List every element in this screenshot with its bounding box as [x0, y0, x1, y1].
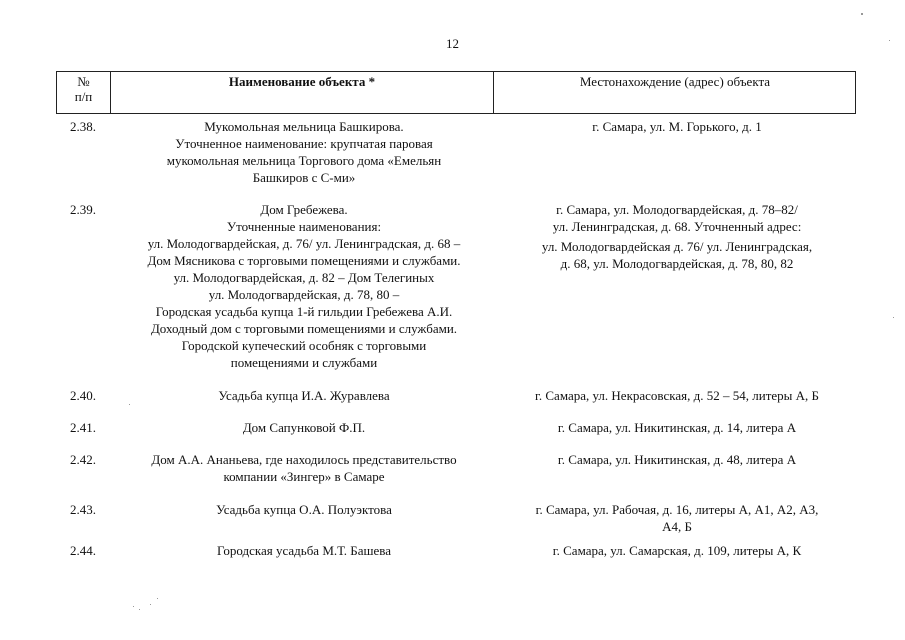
object-name-line: Дом Гребежева.: [260, 202, 348, 217]
object-name-line: Городской купеческий особняк с торговыми: [181, 338, 427, 353]
object-address-line: г. Самара, ул. М. Горького, д. 1: [592, 119, 762, 134]
object-name: [110, 387, 498, 404]
object-address-line: г. Самара, ул. Молодогвардейская, д. 78–82/: [556, 202, 798, 217]
row-number: 2.39.: [70, 202, 96, 217]
row-number: 2.41.: [70, 420, 96, 435]
object-name: [110, 451, 498, 485]
row-number: 2.43.: [70, 502, 96, 517]
scan-speck: [861, 13, 863, 15]
object-name-line: Дом Мясникова с торговыми помещениями и службами.: [147, 253, 461, 268]
object-name-line: Мукомольная мельница Башкирова.: [204, 119, 404, 134]
object-name: [110, 201, 498, 371]
header-number-symbol: №: [77, 74, 90, 89]
row-number: 2.38.: [70, 119, 96, 134]
object-address-line: А4, Б: [662, 519, 692, 534]
object-name-line: ул. Молодогвардейская, д. 76/ ул. Ленинградская, д. 68 –: [147, 236, 461, 251]
scan-speck: [133, 606, 134, 607]
object-address: [498, 542, 856, 559]
object-name-line: компании «Зингер» в Самаре: [223, 469, 385, 484]
object-address-line: г. Самара, ул. Самарская, д. 109, литеры А, К: [552, 543, 802, 558]
header-name-cell: Наименование объекта *: [228, 74, 376, 89]
object-address: [498, 201, 856, 272]
scan-speck: [139, 609, 140, 610]
object-name: [110, 501, 498, 518]
object-name-line: Башкиров с С-ми»: [252, 170, 356, 185]
object-name-line: Уточненные наименования:: [226, 219, 382, 234]
object-name-line: Дом А.А. Ананьева, где находилось представительство: [151, 452, 457, 467]
row-number: 2.40.: [70, 388, 96, 403]
table-header: [56, 71, 856, 114]
object-name-line: Усадьба купца И.А. Журавлева: [218, 388, 390, 403]
object-address-line: г. Самара, ул. Никитинская, д. 48, литера А: [557, 452, 797, 467]
row-number: 2.42.: [70, 452, 96, 467]
object-address: [498, 419, 856, 436]
object-address-line: ул. Ленинградская, д. 68. Уточненный адрес:: [552, 219, 802, 234]
object-name: [110, 419, 498, 436]
object-name-line: Дом Сапунковой Ф.П.: [242, 420, 366, 435]
object-name-line: Городская усадьба купца 1-й гильдии Гребежева А.И.: [155, 304, 453, 319]
object-name-line: помещениями и службами: [230, 355, 378, 370]
page-number: 12: [446, 36, 459, 51]
object-address: [498, 451, 856, 468]
object-name: [110, 118, 498, 186]
object-address: [498, 118, 856, 135]
scan-speck: [893, 317, 894, 318]
header-number-label: п/п: [74, 89, 93, 104]
object-address-line: ул. Молодогвардейская д. 76/ ул. Ленинградская,: [541, 239, 813, 254]
object-name-line: Усадьба купца О.А. Полуэктова: [216, 502, 392, 517]
object-name-line: Городская усадьба М.Т. Башева: [216, 543, 392, 558]
scan-speck: [129, 404, 130, 405]
object-address-line: г. Самара, ул. Рабочая, д. 16, литеры А, А1, А2, А3,: [535, 502, 819, 517]
object-name-line: Уточненное наименование: крупчатая паровая: [175, 136, 433, 151]
scan-speck: [889, 40, 890, 41]
object-name-line: ул. Молодогвардейская, д. 78, 80 –: [208, 287, 400, 302]
row-number: 2.44.: [70, 543, 96, 558]
object-address-line: г. Самара, ул. Никитинская, д. 14, литера А: [557, 420, 797, 435]
object-name: [110, 542, 498, 559]
object-address: [498, 387, 856, 404]
object-address-line: г. Самара, ул. Некрасовская, д. 52 – 54, литеры А, Б: [535, 388, 819, 403]
object-address: [498, 501, 856, 535]
object-name-line: ул. Молодогвардейская, д. 82 – Дом Телегиных: [173, 270, 435, 285]
header-number-cell: [57, 74, 110, 104]
header-address-cell: Местонахождение (адрес) объекта: [579, 74, 771, 89]
scan-speck: [157, 598, 158, 599]
object-address-line: д. 68, ул. Молодогвардейская, д. 78, 80, 82: [560, 256, 794, 271]
object-name-line: мукомольная мельница Торгового дома «Емельян: [166, 153, 442, 168]
object-name-line: Доходный дом с торговыми помещениями и службами.: [150, 321, 458, 336]
scan-speck: [150, 604, 151, 605]
